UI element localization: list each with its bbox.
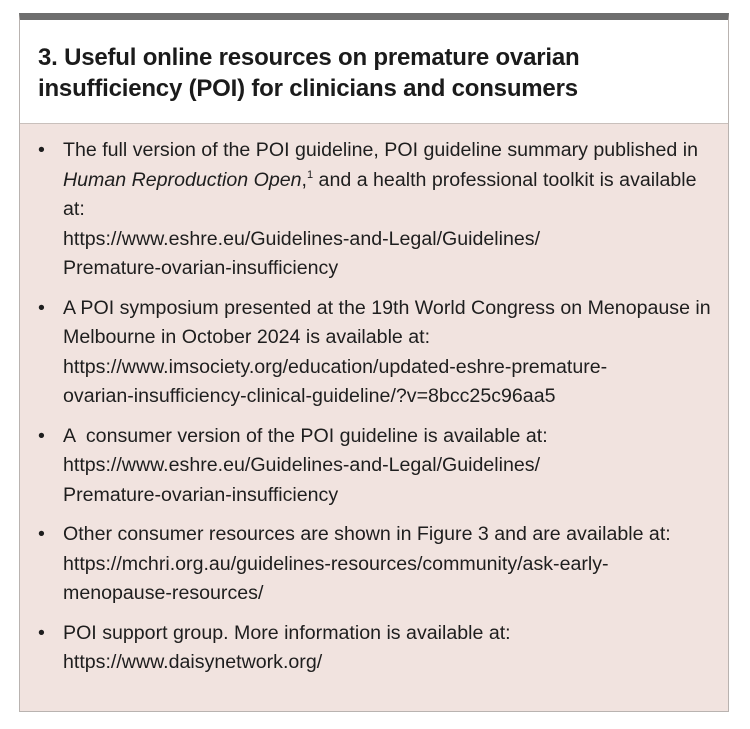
list-item-guideline (20, 136, 728, 284)
title-band (20, 20, 728, 124)
item-text-comma: , (301, 168, 307, 191)
resource-list (20, 124, 728, 678)
url-line[interactable]: https://www.eshre.eu/Guidelines-and-Legal/Guidelines/ (63, 227, 541, 250)
list-item-support-group (20, 619, 728, 678)
list-item-symposium (20, 294, 728, 412)
bullet-icon: • (38, 424, 45, 447)
url-line[interactable]: Premature-ovarian-insufficiency (63, 257, 339, 279)
url-line[interactable]: https://www.daisynetwork.org/ (63, 651, 323, 673)
item-text: A consumer version of the POI guideline is available at: (63, 424, 548, 447)
bullet-icon: • (38, 523, 45, 545)
url-line[interactable]: ovarian-insufficiency-clinical-guideline/?v=8bcc25c96aa5 (63, 385, 556, 407)
bullet-icon: • (38, 296, 45, 319)
bullet-icon: • (38, 139, 45, 161)
item-text: POI support group. More information is available at: (63, 621, 511, 644)
reference-number: 1 (306, 168, 314, 181)
url-line[interactable]: https://www.imsociety.org/education/updated-eshre-premature- (63, 355, 608, 378)
item-text: The full version of the POI guideline, POI guideline summary published in (63, 139, 698, 161)
item-text: Other consumer resources are shown in Figure 3 and are available at: (63, 523, 671, 545)
list-item-consumer-version (20, 422, 728, 511)
bullet-icon: • (38, 621, 45, 644)
item-text-tail: and a health professional toolkit is available at: (63, 168, 697, 220)
url-line[interactable]: menopause-resources/ (63, 582, 264, 604)
list-item-consumer-resources (20, 520, 728, 609)
box-title: 3. Useful online resources on premature ovarian insufficiency (POI) for clinicians and consumers (38, 44, 580, 102)
url-line[interactable]: https://www.eshre.eu/Guidelines-and-Legal/Guidelines/ (63, 454, 541, 476)
journal-name: Human Reproduction Open (63, 168, 302, 191)
item-text: A POI symposium presented at the 19th World Congress on Menopause in Melbourne in October 2024 is available at: (63, 296, 711, 348)
url-line[interactable]: https://mchri.org.au/guidelines-resources/community/ask-early- (63, 552, 609, 575)
url-line[interactable]: Premature-ovarian-insufficiency (63, 483, 339, 506)
resource-box (19, 13, 729, 712)
